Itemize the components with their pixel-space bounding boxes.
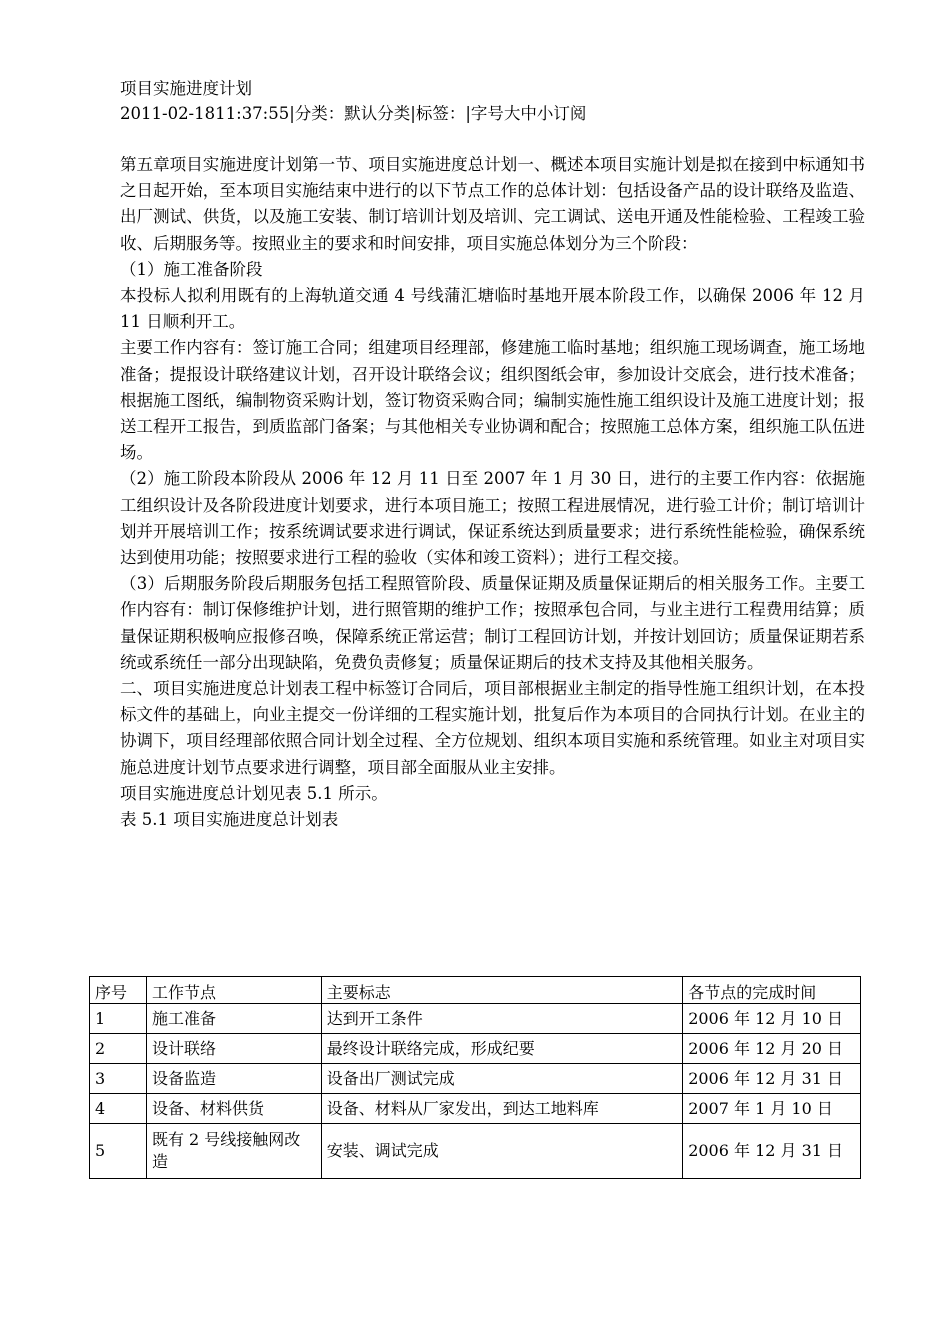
paragraph-table-reference: 项目实施进度总计划见表 5.1 所示。 [120, 783, 388, 803]
doc-title: 项目实施进度计划 [120, 79, 252, 98]
cell-node: 既有 2 号线接触网改造 [146, 1124, 321, 1179]
table-row [90, 1004, 861, 1034]
cell-completion-time: 2006 年 12 月 20 日 [683, 1034, 861, 1064]
table-row [90, 1124, 861, 1179]
cell-completion-time: 2006 年 12 月 31 日 [683, 1064, 861, 1094]
cell-index: 1 [90, 1004, 147, 1034]
doc-meta: 2011-02-1811:37:55|分类：默认分类|标签：|字号大中小订阅 [120, 104, 587, 123]
cell-completion-time: 2006 年 12 月 10 日 [683, 1004, 861, 1034]
paragraph-overview: 第五章项目实施进度计划第一节、项目实施进度总计划一、概述本项目实施计划是拟在接到中标通知书之日起开始，至本项目实施结束中进行的以下节点工作的总体计划：包括设备产品的设计联络及监造、出厂测试、供货，以及施工安装、制订培训计划及培训、完工调试、送电开通及性能检验、工程竣工验收、后期服务等。按照业主的要求和时间安排，项目实施总体划分为三个阶段： [120, 155, 865, 253]
paragraph-stage-1-base: 本投标人拟利用既有的上海轨道交通 4 号线蒲汇塘临时基地开展本阶段工作，以确保 2006 年 12 月 11 日顺利开工。 [120, 286, 865, 332]
paragraph-stage-1-tasks: 主要工作内容有：签订施工合同；组建项目经理部，修建施工临时基地；组织施工现场调查，施工场地准备；提报设计联络建议计划，召开设计联络会议；组织图纸会审，参加设计交底会，进行技术准备；根据施工图纸，编制物资采购计划，签订物资采购合同；编制实施性施工组织设计及施工进度计划；报送工程开工报告，到质监部门备案；与其他相关专业协调和配合；按照施工总体方案，组织施工队伍进场。 [120, 338, 865, 463]
table-row [90, 1034, 861, 1064]
table-header-row [90, 977, 861, 1004]
cell-milestone: 设备出厂测试完成 [321, 1064, 682, 1094]
cell-node: 设备监造 [146, 1064, 321, 1094]
cell-completion-time: 2006 年 12 月 31 日 [683, 1124, 861, 1179]
cell-index: 5 [90, 1124, 147, 1179]
paragraph-master-schedule: 二、项目实施进度总计划表工程中标签订合同后，项目部根据业主制定的指导性施工组织计划，在本投标文件的基础上，向业主提交一份详细的工程实施计划，批复后作为本项目的合同执行计划。在业主的协调下，项目经理部依照合同计划全过程、全方位规划、组织本项目实施和系统管理。如业主对项目实施总进度计划节点要求进行调整，项目部全面服从业主安排。 [120, 679, 865, 777]
header-cell-node: 工作节点 [146, 977, 321, 1004]
schedule-table [89, 976, 861, 1179]
cell-milestone: 达到开工条件 [321, 1004, 682, 1034]
cell-index: 4 [90, 1094, 147, 1124]
header-cell-index: 序号 [90, 977, 147, 1004]
cell-milestone: 最终设计联络完成，形成纪要 [321, 1034, 682, 1064]
cell-milestone: 安装、调试完成 [321, 1124, 682, 1179]
paragraph-stage-3: （3）后期服务阶段后期服务包括工程照管阶段、质量保证期及质量保证期后的相关服务工作。主要工作内容有：制订保修维护计划，进行照管期的维护工作；按照承包合同，与业主进行工程费用结算；质量保证期积极响应报修召唤，保障系统正常运营；制订工程回访计划，并按计划回访；质量保证期若系统或系统任一部分出现缺陷，免费负责修复；质量保证期后的技术支持及其他相关服务。 [120, 574, 865, 672]
table-row [90, 1064, 861, 1094]
cell-node: 设备、材料供货 [146, 1094, 321, 1124]
table-caption: 表 5.1 项目实施进度总计划表 [120, 810, 339, 830]
table-row [90, 1094, 861, 1124]
cell-node: 设计联络 [146, 1034, 321, 1064]
cell-completion-time: 2007 年 1 月 10 日 [683, 1094, 861, 1124]
cell-index: 2 [90, 1034, 147, 1064]
cell-node: 施工准备 [146, 1004, 321, 1034]
blank-line [120, 126, 865, 152]
paragraph-stage-2: （2）施工阶段本阶段从 2006 年 12 月 11 日至 2007 年 1 月 30 日，进行的主要工作内容：依据施工组织设计及各阶段进度计划要求，进行本项目施工；按照工程进展情况，进行验工计价；制订培训计划并开展培训工作；按系统调试要求进行调试，保证系统达到质量要求；进行系统性能检验，确保系统达到使用功能；按照要求进行工程的验收（实体和竣工资料）；进行工程交接。 [120, 469, 865, 568]
header-cell-milestone: 主要标志 [321, 977, 682, 1004]
schedule-table-wrapper [89, 976, 861, 1179]
cell-milestone: 设备、材料从厂家发出，到达工地料库 [321, 1094, 682, 1124]
cell-index: 3 [90, 1064, 147, 1094]
paragraph-stage-1-heading: （1）施工准备阶段 [120, 259, 263, 279]
header-cell-completion-time: 各节点的完成时间 [683, 977, 861, 1004]
document-body [120, 76, 865, 833]
